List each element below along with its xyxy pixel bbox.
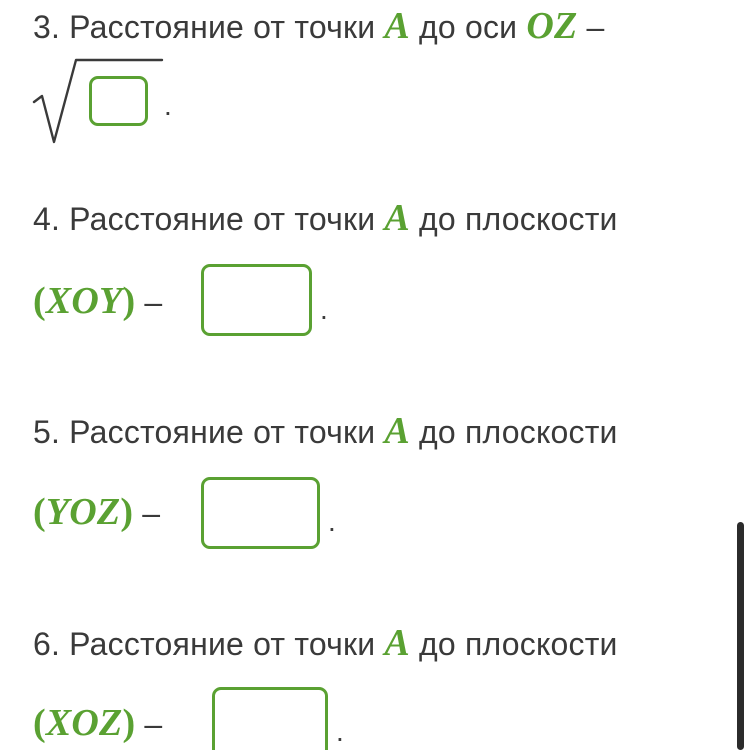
scrollbar-thumb[interactable] <box>737 522 744 750</box>
answer-input-q6[interactable] <box>212 687 328 750</box>
plane-xoz-label: XOZ <box>45 702 123 744</box>
close-paren: ) <box>122 702 136 744</box>
question-5-middle: до плоскости <box>419 414 618 450</box>
dash: – <box>144 284 163 320</box>
question-6-plane-line <box>33 703 162 744</box>
question-6-prefix: 6. Расстояние от точки <box>33 626 376 662</box>
question-4-middle: до плоскости <box>419 201 618 237</box>
period-q3: . <box>164 90 172 121</box>
question-4-plane-line <box>33 281 162 322</box>
close-paren: ) <box>120 491 134 533</box>
question-6-text <box>33 623 618 664</box>
dash: – <box>586 9 605 45</box>
period-q4: . <box>320 294 328 325</box>
question-4-text <box>33 198 618 239</box>
point-a-label: A <box>384 5 410 47</box>
answer-input-q5[interactable] <box>201 477 320 549</box>
question-3-text <box>33 6 605 47</box>
question-5-plane-line <box>33 492 160 533</box>
open-paren: ( <box>33 491 46 533</box>
answer-input-q4[interactable] <box>201 264 312 336</box>
open-paren: ( <box>33 702 46 744</box>
question-3-middle: до оси <box>419 9 518 45</box>
axis-oz-label: OZ <box>526 5 578 47</box>
period-q6: . <box>336 716 344 747</box>
open-paren: ( <box>33 280 46 322</box>
period-q5: . <box>328 506 336 537</box>
close-paren: ) <box>122 280 136 322</box>
dash: – <box>144 706 163 742</box>
question-6-middle: до плоскости <box>419 626 618 662</box>
answer-input-q3[interactable] <box>89 76 148 126</box>
point-a-label: A <box>384 197 410 239</box>
dash: – <box>142 495 161 531</box>
point-a-label: A <box>384 410 410 452</box>
question-5-prefix: 5. Расстояние от точки <box>33 414 376 450</box>
question-4-prefix: 4. Расстояние от точки <box>33 201 376 237</box>
plane-yoz-label: YOZ <box>45 491 121 533</box>
question-3-prefix: 3. Расстояние от точки <box>33 9 376 45</box>
point-a-label: A <box>384 622 410 664</box>
plane-xoy-label: XOY <box>45 280 123 322</box>
question-5-text <box>33 411 618 452</box>
